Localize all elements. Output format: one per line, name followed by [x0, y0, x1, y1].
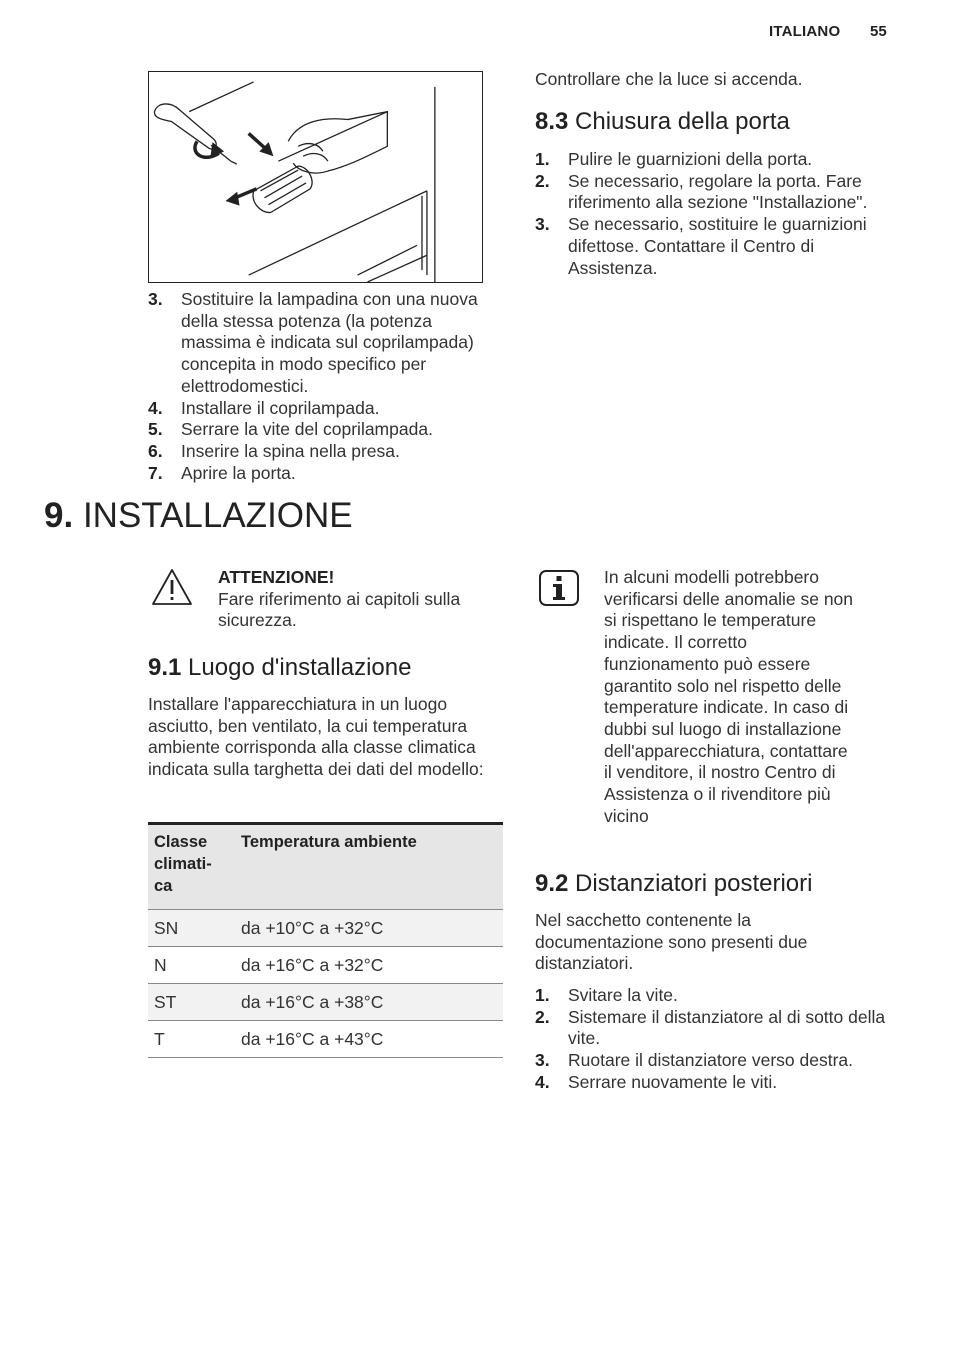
- step-text: Serrare nuovamente le viti.: [568, 1071, 778, 1092]
- step-text: Serrare la vite del coprilampada.: [181, 419, 433, 440]
- page-number: 55: [870, 23, 887, 40]
- step-number: 3.: [148, 289, 163, 309]
- step-text: Ruotare il distanziatore verso destra.: [568, 1050, 853, 1071]
- info-icon: [538, 569, 580, 607]
- list-item: [535, 171, 895, 214]
- table-cell: N: [148, 947, 235, 984]
- lamp-replacement-illustration: [148, 71, 483, 283]
- table-cell: da +10°C a +32°C: [235, 910, 503, 947]
- list-item: [148, 398, 488, 420]
- step-number: 1.: [535, 985, 550, 1005]
- list-item: [535, 214, 895, 279]
- step-number: 4.: [148, 397, 163, 418]
- table-cell: da +16°C a +38°C: [235, 984, 503, 1021]
- step-number: 7.: [148, 462, 163, 483]
- step-text: Se necessario, sostituire le guarnizioni difettose. Contattare il Centro di Assistenza.: [568, 214, 867, 278]
- table-row: [148, 1021, 503, 1058]
- step-text: Svitare la vite.: [568, 985, 678, 1005]
- table-cell: da +16°C a +43°C: [235, 1021, 503, 1058]
- section-number: 9.1: [148, 654, 182, 681]
- chapter-number: 9.: [44, 496, 74, 535]
- step-text: Aprire la porta.: [181, 462, 296, 483]
- section-number: 9.2: [535, 870, 569, 897]
- section-title: Luogo d'installazione: [188, 654, 412, 681]
- installation-location-text: Installare l'apparecchiatura in un luogo asciutto, ben ventilato, la cui temperatura ambiente corrisponda alla classe climatica indicata sulla targhetta dei dati del modello:: [148, 694, 484, 780]
- list-item: [535, 149, 895, 171]
- door-steps-list: [535, 149, 895, 279]
- step-text: Se necessario, regolare la porta. Fare riferimento alla sezione "Installazione".: [568, 170, 868, 213]
- step-number: 2.: [535, 170, 550, 191]
- step-number: 3.: [535, 1050, 550, 1071]
- light-check-text: Controllare che la luce si accenda.: [535, 69, 803, 89]
- section-heading-9-2: [535, 870, 812, 898]
- step-text: Sostituire la lampadina con una nuova della stessa potenza (la potenza massima è indicata sul coprilampada) concepita in modo specifico per elettrodomestici.: [181, 289, 478, 396]
- chapter-heading: [44, 496, 353, 536]
- section-heading-8-3: [535, 108, 790, 136]
- table-row: [148, 984, 503, 1021]
- list-item: [148, 289, 488, 398]
- list-item: [535, 985, 895, 1007]
- step-number: 3.: [535, 214, 550, 235]
- chapter-title: INSTALLAZIONE: [82, 496, 353, 535]
- list-item: [148, 441, 488, 463]
- spacers-text: Nel sacchetto contenente la documentazione sono presenti due distanziatori.: [535, 910, 808, 974]
- step-text: Sistemare il distanziatore al di sotto della vite.: [568, 1006, 886, 1049]
- warning-text: Fare riferimento ai capitoli sulla sicurezza.: [218, 588, 461, 631]
- step-number: 2.: [535, 1006, 550, 1027]
- warning-title: ATTENZIONE!: [218, 567, 335, 587]
- list-item: [535, 1050, 895, 1072]
- lamp-steps-list: [148, 289, 488, 484]
- section-heading-9-1: [148, 654, 411, 682]
- step-text: Installare il coprilampada.: [181, 397, 380, 418]
- step-text: Inserire la spina nella presa.: [181, 440, 400, 461]
- table-header-cell: Temperatura ambiente: [235, 824, 503, 910]
- section-title: Distanziatori posteriori: [575, 870, 813, 897]
- step-number: 6.: [148, 440, 163, 461]
- section-title: Chiusura della porta: [575, 108, 790, 135]
- list-item: [148, 463, 488, 485]
- warning-triangle-icon: [150, 567, 194, 607]
- table-row: [148, 910, 503, 947]
- header-language: ITALIANO: [769, 23, 841, 40]
- table-cell: SN: [148, 910, 235, 947]
- list-item: [148, 419, 488, 441]
- warning-block: [218, 567, 478, 632]
- info-note-text: In alcuni modelli potrebbero verificarsi delle anomalie se non si rispettano le temperature indicate. Il corretto funzionamento può essere garantito solo nel rispetto delle temperature indicate. In caso di dubbi sul luogo di installazione dell'apparecchiatura, contattare il venditore, il nostro Centro di Assistenza o il rivenditore più vicino: [604, 567, 854, 826]
- table-header-row: [148, 824, 503, 910]
- table-row: [148, 947, 503, 984]
- step-number: 5.: [148, 419, 163, 440]
- step-number: 4.: [535, 1071, 550, 1092]
- list-item: [535, 1072, 895, 1094]
- table-cell: T: [148, 1021, 235, 1058]
- spacers-steps-list: [535, 985, 895, 1094]
- step-number: 1.: [535, 149, 550, 169]
- list-item: [535, 1007, 895, 1050]
- section-number: 8.3: [535, 108, 569, 135]
- climate-class-table: [148, 822, 503, 1058]
- step-text: Pulire le guarnizioni della porta.: [568, 149, 813, 169]
- table-header-cell: Classe climati- ca: [148, 824, 235, 910]
- table-cell: da +16°C a +32°C: [235, 947, 503, 984]
- table-cell: ST: [148, 984, 235, 1021]
- lamp-replacement-drawing: [149, 72, 482, 282]
